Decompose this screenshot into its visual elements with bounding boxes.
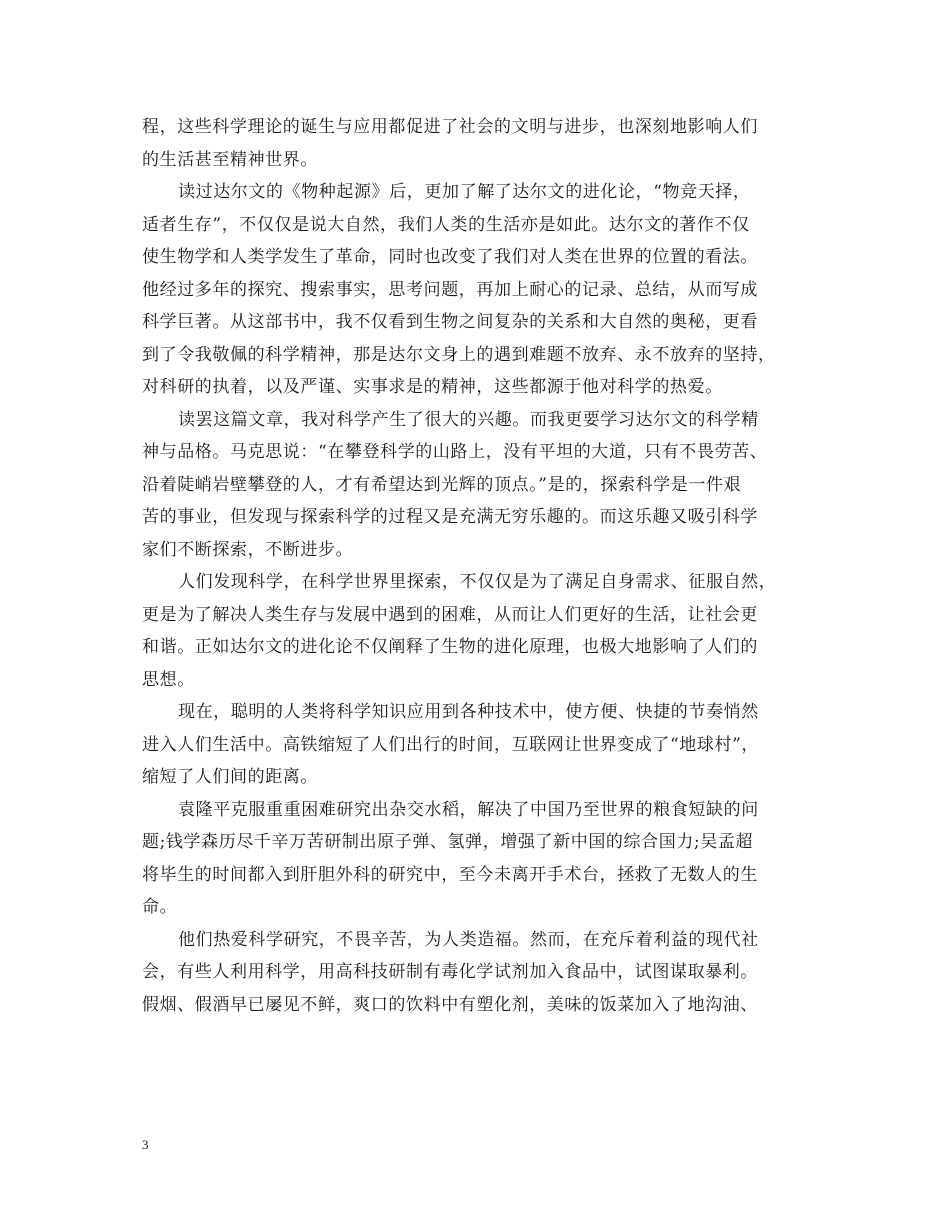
text-line: 进入人们生活中。高铁缩短了人们出行的时间，互联网让世界变成了“地球村”， bbox=[142, 734, 759, 755]
text-line: 适者生存”，不仅仅是说大自然，我们人类的生活亦是如此。达尔文的著作不仅 bbox=[142, 214, 750, 235]
text-line: 苦的事业，但发现与探索科学的过程又是充满无穷乐趣的。而这乐趣又吸引科学 bbox=[142, 507, 758, 527]
text-line: 神与品格。马克思说：“在攀登科学的山路上，没有平坦的大道，只有不畏劳苦、 bbox=[142, 442, 768, 462]
text-line: 会，有些人利用科学，用高科技研制有毒化学试剂加入食品中，试图谋取暴利。 bbox=[142, 962, 758, 982]
text-line: 的生活甚至精神世界。 bbox=[142, 149, 318, 170]
paragraph bbox=[142, 176, 822, 404]
paragraph bbox=[142, 404, 822, 567]
text-line: 和谐。正如达尔文的进化论不仅阐释了生物的进化原理，也极大地影响了人们的 bbox=[142, 637, 758, 657]
paragraph bbox=[142, 924, 822, 1022]
text-line: 程，这些科学理论的诞生与应用都促进了社会的文明与进步，也深刻地影响人们 bbox=[142, 117, 758, 137]
text-line: 人们发现科学，在科学世界里探索，不仅仅是为了满足自身需求、征服自然， bbox=[178, 572, 777, 592]
text-line: 沿着陡峭岩壁攀登的人，才有希望达到光辉的顶点。”是的，探索科学是一件艰 bbox=[142, 474, 742, 495]
text-line: 题;钱学森历尽千辛万苦研制出原子弹、氢弹，增强了新中国的综合国力;吴孟超 bbox=[142, 832, 754, 852]
text-line: 将毕生的时间都入到肝胆外科的研究中，至今未离开手术台，拯救了无数人的生 bbox=[142, 864, 758, 885]
text-line: 假烟、假酒早已屡见不鲜，爽口的饮料中有塑化剂，美味的饭菜加入了地沟油、 bbox=[142, 994, 758, 1015]
text-line: 思想。 bbox=[142, 669, 195, 690]
text-line: 读罢这篇文章，我对科学产生了很大的兴趣。而我更要学习达尔文的科学精 bbox=[178, 409, 759, 430]
text-line: 缩短了人们间的距离。 bbox=[142, 767, 318, 787]
paragraph bbox=[142, 696, 822, 794]
text-line: 命。 bbox=[142, 897, 178, 917]
text-line: 家们不断探索，不断进步。 bbox=[142, 539, 354, 560]
text-line: 对科研的执着，以及严谨、实事求是的精神，这些都源于他对科学的热爱。 bbox=[142, 377, 723, 397]
text-line: 他经过多年的探究、搜索事实，思考问题，再加上耐心的记录、总结，从而写成 bbox=[142, 279, 758, 300]
document-body bbox=[142, 111, 822, 1021]
text-line: 科学巨著。从这部书中，我不仅看到生物之间复杂的关系和大自然的奥秘，更看 bbox=[142, 312, 758, 332]
text-line: 袁隆平克服重重困难研究出杂交水稻，解决了中国乃至世界的粮食短缺的问 bbox=[178, 799, 759, 820]
paragraph bbox=[142, 794, 822, 924]
text-line: 到了令我敬佩的科学精神，那是达尔文身上的遇到难题不放弃、永不放弃的坚持， bbox=[142, 344, 776, 365]
paragraph bbox=[142, 566, 822, 696]
paragraph bbox=[142, 111, 822, 176]
text-line: 读过达尔文的《物种起源》后，更加了解了达尔文的进化论，“物竞天择， bbox=[178, 182, 751, 202]
text-line: 现在，聪明的人类将科学知识应用到各种技术中，使方便、快捷的节奏悄然 bbox=[178, 702, 759, 722]
page-number: 3 bbox=[142, 1137, 149, 1152]
text-line: 更是为了解决人类生存与发展中遇到的困难，从而让人们更好的生活，让社会更 bbox=[142, 604, 758, 625]
text-line: 他们热爱科学研究，不畏辛苦，为人类造福。然而，在充斥着利益的现代社 bbox=[178, 929, 759, 950]
text-line: 使生物学和人类学发生了革命，同时也改变了我们对人类在世界的位置的看法。 bbox=[142, 247, 758, 267]
